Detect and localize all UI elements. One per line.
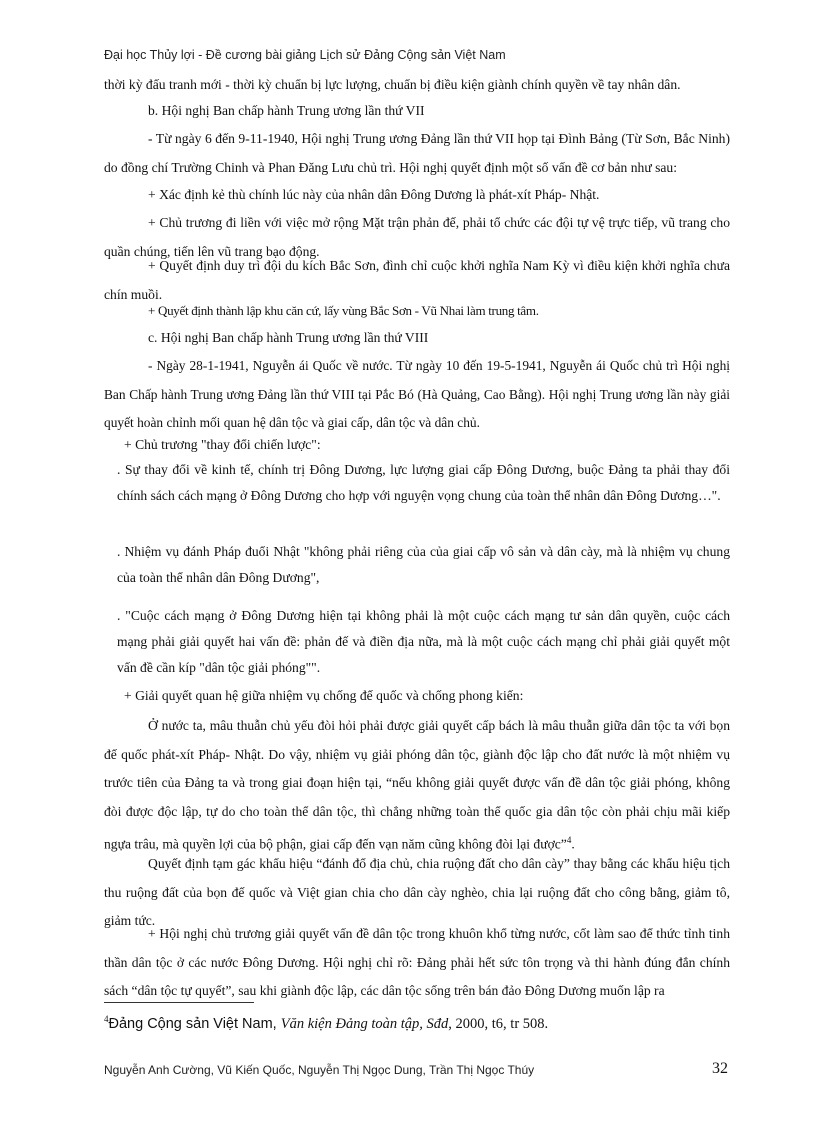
footnote <box>104 1014 548 1033</box>
paragraph-14-text: Ở nước ta, mâu thuẫn chủ yếu đòi hỏi phải được giải quyết cấp bách là mâu thuẫn giữa dân tộc ta với bọn đế quốc phát-xít Pháp- Nhật. Do vậy, nhiệm vụ giải phóng dân tộc, giành độc lập cho đất nước là một nhiệm vụ trước tiên của Đảng ta và trong giai đoạn hiện tại, “nếu không giải quyết được vấn đề dân tộc giải phóng, không đòi được độc lập, tự do cho toàn thể dân tộc, thì chẳng những toàn thể quốc gia dân tộc còn phải chịu mãi kiếp ngựa trâu, mà quyền lợi của bộ phận, giai cấp đến vạn năm cũng không đòi lại được” <box>104 718 730 852</box>
paragraph-4: + Chủ trương đi liền với việc mở rộng Mặt trận phản đế, phải tổ chức các đội tự vệ trực tiếp, vũ trang cho quần chúng, tiến lên vũ trang bạo động. <box>104 215 730 259</box>
paragraph-11: . Nhiệm vụ đánh Pháp đuổi Nhật "không phải riêng của của giai cấp vô sản và dân cày, mà là nhiệm vụ chung của toàn thể nhân dân Đông Dương", <box>117 544 730 585</box>
footnote-ref: 4 <box>566 835 572 845</box>
page-number: 32 <box>712 1060 728 1077</box>
paragraph-5: + Quyết định duy trì đội du kích Bắc Sơn, đình chỉ cuộc khởi nghĩa Nam Kỳ vì điều kiện khởi nghĩa chưa chín muồi. <box>104 258 730 302</box>
footer-authors: Nguyễn Anh Cường, Vũ Kiến Quốc, Nguyễn Thị Ngọc Dung, Trần Thị Ngọc Thúy <box>104 1063 535 1077</box>
footnote-rest: , 2000, t6, tr 508. <box>448 1015 549 1032</box>
page-header: Đại học Thủy lợi - Đề cương bài giảng Lịch sử Đảng Cộng sản Việt Nam <box>104 48 506 62</box>
footnote-number: 4 <box>104 1014 109 1024</box>
section-heading-c: c. Hội nghị Ban chấp hành Trung ương lần thứ VIII <box>148 330 429 345</box>
paragraph-10: . Sự thay đổi về kinh tế, chính trị Đông Dương, lực lượng giai cấp Đông Dương, buộc Đảng ta phải thay đổi chính sách cách mạng ở Đông Dương cho hợp với nguyện vọng chung của toàn thể nhân dân Đông Dương…". <box>117 462 730 503</box>
paragraph-6: + Quyết định thành lập khu căn cứ, lấy vùng Bắc Sơn - Vũ Nhai làm trung tâm. <box>148 303 539 318</box>
paragraph-8: - Ngày 28-1-1941, Nguyễn ái Quốc về nước. Từ ngày 10 đến 19-5-1941, Nguyễn ái Quốc chủ trì Hội nghị Ban Chấp hành Trung ương Đảng lần thứ VIII tại Pắc Bó (Hà Quảng, Cao Bằng). Hội nghị Trung ương lần này giải quyết hoàn chỉnh mối quan hệ dân tộc và giai cấp, dân tộc và dân chủ. <box>104 358 730 430</box>
paragraph-2: - Từ ngày 6 đến 9-11-1940, Hội nghị Trung ương Đảng lần thứ VII họp tại Đình Bảng (Từ Sơn, Bắc Ninh) do đồng chí Trường Chinh và Phan Đăng Lưu chủ trì. Hội nghị quyết định một số vấn đề cơ bản như sau: <box>104 131 730 175</box>
paragraph-16: + Hội nghị chủ trương giải quyết vấn đề dân tộc trong khuôn khổ từng nước, cốt làm sao để thức tỉnh tinh thần dân tộc ở các nước Đông Dương. Hội nghị chỉ rõ: Đảng phải hết sức tôn trọng và thi hành đúng đắn chính sách “dân tộc tự quyết”, sau khi giành độc lập, các dân tộc sống trên bán đảo Đông Dương muốn lập ra <box>104 926 730 998</box>
paragraph-14: Ở nước ta, mâu thuẫn chủ yếu đòi hỏi phải được giải quyết cấp bách là mâu thuẫn giữa dân tộc ta với bọn đế quốc phát-xít Pháp- Nhật. Do vậy, nhiệm vụ giải phóng dân tộc, giành độc lập cho đất nước là một nhiệm vụ trước tiên của Đảng ta và trong giai đoạn hiện tại, “nếu không giải quyết được vấn đề dân tộc giải phóng, không đòi được độc lập, tự do cho toàn thể dân tộc, thì chẳng những toàn thể quốc gia dân tộc còn phải chịu mãi kiếp ngựa trâu, mà quyền lợi của bộ phận, giai cấp đến vạn năm cũng không đòi lại được”$^4$. <box>104 718 730 852</box>
paragraph-15: Quyết định tạm gác khẩu hiệu “đánh đổ địa chủ, chia ruộng đất cho dân cày” thay bằng các khẩu hiệu tịch thu ruộng đất của bọn đế quốc và Việt gian chia cho dân cày nghèo, chia lại ruộng đất cho công bằng, giảm tô, giảm tức. <box>104 856 730 928</box>
footnote-divider <box>104 1002 254 1003</box>
paragraph-9: + Chủ trương "thay đổi chiến lược": <box>124 437 321 452</box>
paragraph-12: . "Cuộc cách mạng ở Đông Dương hiện tại không phải là một cuộc cách mạng tư sản dân quyền, cuộc cách mạng phải giải quyết hai vấn đề: phản đế và điền địa nữa, mà là một cuộc cách mạng chỉ phải giải quyết một vấn đề cần kíp "dân tộc giải phóng"". <box>117 608 730 675</box>
paragraph-0: thời kỳ đấu tranh mới - thời kỳ chuẩn bị lực lượng, chuẩn bị điều kiện giành chính quyền về tay nhân dân. <box>104 77 681 92</box>
footnote-title: Văn kiện Đảng toàn tập, Sđd <box>280 1015 449 1032</box>
paragraph-3: + Xác định kẻ thù chính lúc này của nhân dân Đông Dương là phát-xít Pháp- Nhật. <box>148 187 600 202</box>
section-heading-b: b. Hội nghị Ban chấp hành Trung ương lần thứ VII <box>148 103 425 118</box>
paragraph-13: + Giải quyết quan hệ giữa nhiệm vụ chống đế quốc và chống phong kiến: <box>124 688 524 703</box>
footnote-source: Đảng Cộng sản Việt Nam, <box>108 1015 281 1032</box>
